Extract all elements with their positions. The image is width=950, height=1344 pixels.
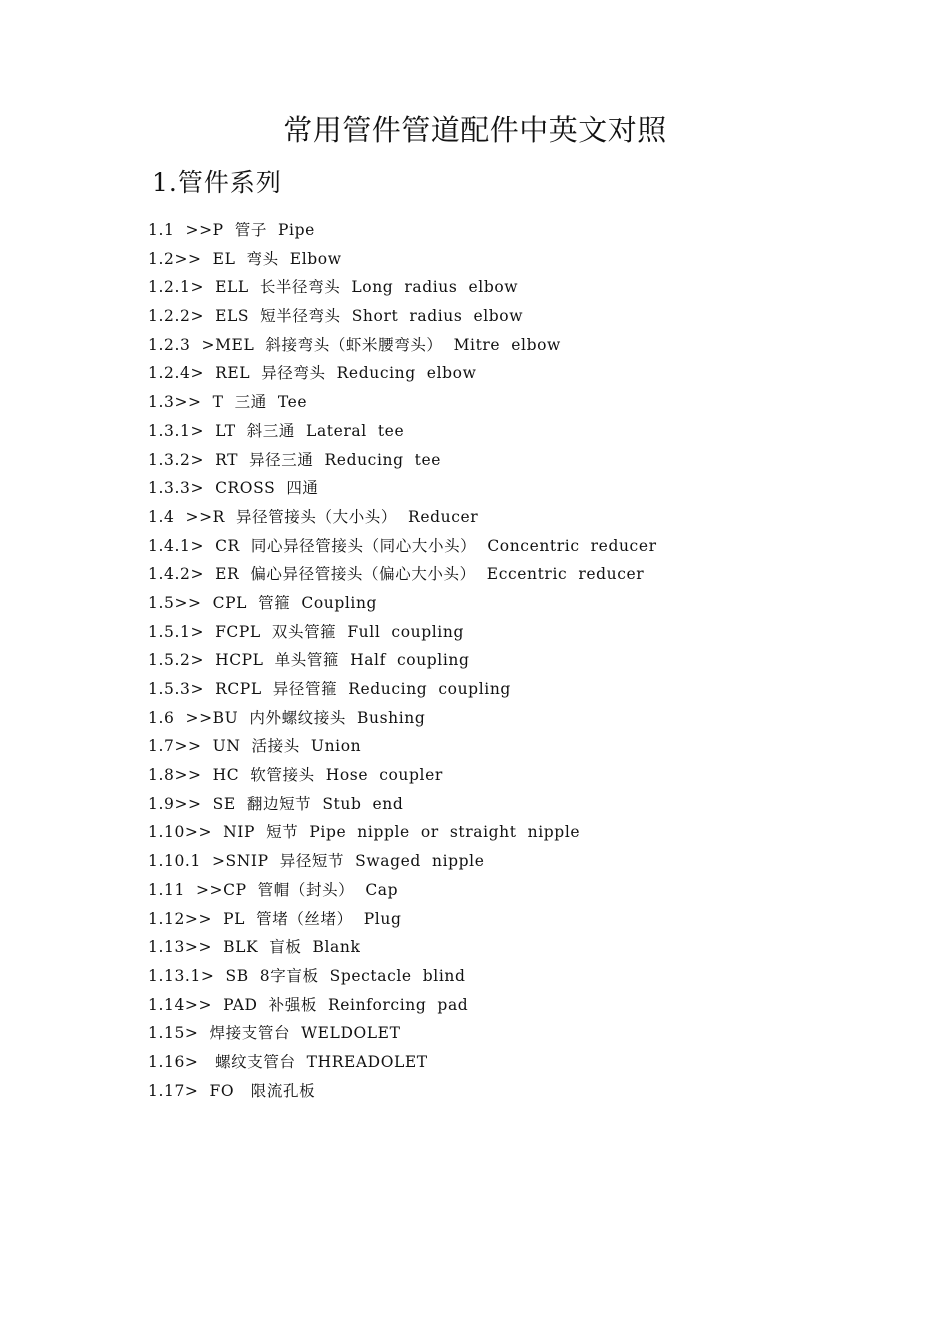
list-item: 1.3>> T 三通 Tee (148, 393, 308, 412)
list-item: 1.13>> BLK 盲板 Blank (148, 938, 361, 957)
list-item: 1.2.4> REL 异径弯头 Reducing elbow (148, 364, 477, 383)
list-item: 1.5.1> FCPL 双头管箍 Full coupling (148, 622, 464, 641)
list-item: 1.10>> NIP 短节 Pipe nipple or straight nipple (148, 823, 581, 842)
page-title: 常用管件管道配件中英文对照 (283, 113, 667, 147)
fittings-list (148, 216, 868, 1105)
list-item: 1.5.3> RCPL 异径管箍 Reducing coupling (148, 680, 511, 698)
list-item: 1.6 >>BU 内外螺纹接头 Bushing (148, 708, 426, 727)
list-item: 1.12>> PL 管堵（丝堵） Plug (148, 909, 402, 928)
list-item: 1.9>> SE 翻边短节 Stub end (148, 794, 404, 813)
list-item: 1.2.1> ELL 长半径弯头 Long radius elbow (148, 278, 519, 297)
list-item: 1.16> 螺纹支管台 THREADOLET (148, 1052, 428, 1071)
list-item: 1.7>> UN 活接头 Union (148, 737, 362, 756)
list-item: 1.4 >>R 异径管接头（大小头） Reducer (148, 507, 479, 526)
list-item: 1.17> FO 限流孔板 (148, 1081, 316, 1100)
list-item: 1.13.1> SB 8字盲板 Spectacle blind (148, 966, 466, 985)
list-item: 1.2.3 >MEL 斜接弯头（虾米腰弯头） Mitre elbow (148, 335, 561, 354)
list-item: 1.2.2> ELS 短半径弯头 Short radius elbow (148, 307, 524, 326)
list-item: 1.5.2> HCPL 单头管箍 Half coupling (148, 651, 470, 670)
list-item: 1.1 >>P 管子 Pipe (148, 221, 315, 239)
section-heading: 1.管件系列 (152, 168, 282, 197)
list-item: 1.4.1> CR 同心异径管接头（同心大小头） Concentric reducer (148, 536, 657, 555)
list-item: 1.3.1> LT 斜三通 Lateral tee (148, 421, 405, 440)
list-item: 1.14>> PAD 补强板 Reinforcing pad (148, 995, 469, 1014)
list-item: 1.2>> EL 弯头 Elbow (148, 249, 342, 268)
list-item: 1.5>> CPL 管箍 Coupling (148, 593, 378, 612)
list-item: 1.15> 焊接支管台 WELDOLET (148, 1024, 401, 1043)
list-item: 1.4.2> ER 偏心异径管接头（偏心大小头） Eccentric reducer (148, 565, 645, 584)
list-item: 1.8>> HC 软管接头 Hose coupler (148, 766, 443, 785)
list-item: 1.3.3> CROSS 四通 (148, 479, 319, 498)
list-item: 1.3.2> RT 异径三通 Reducing tee (148, 450, 442, 469)
list-item: 1.11 >>CP 管帽（封头） Cap (148, 880, 399, 899)
list-item: 1.10.1 >SNIP 异径短节 Swaged nipple (148, 852, 485, 871)
